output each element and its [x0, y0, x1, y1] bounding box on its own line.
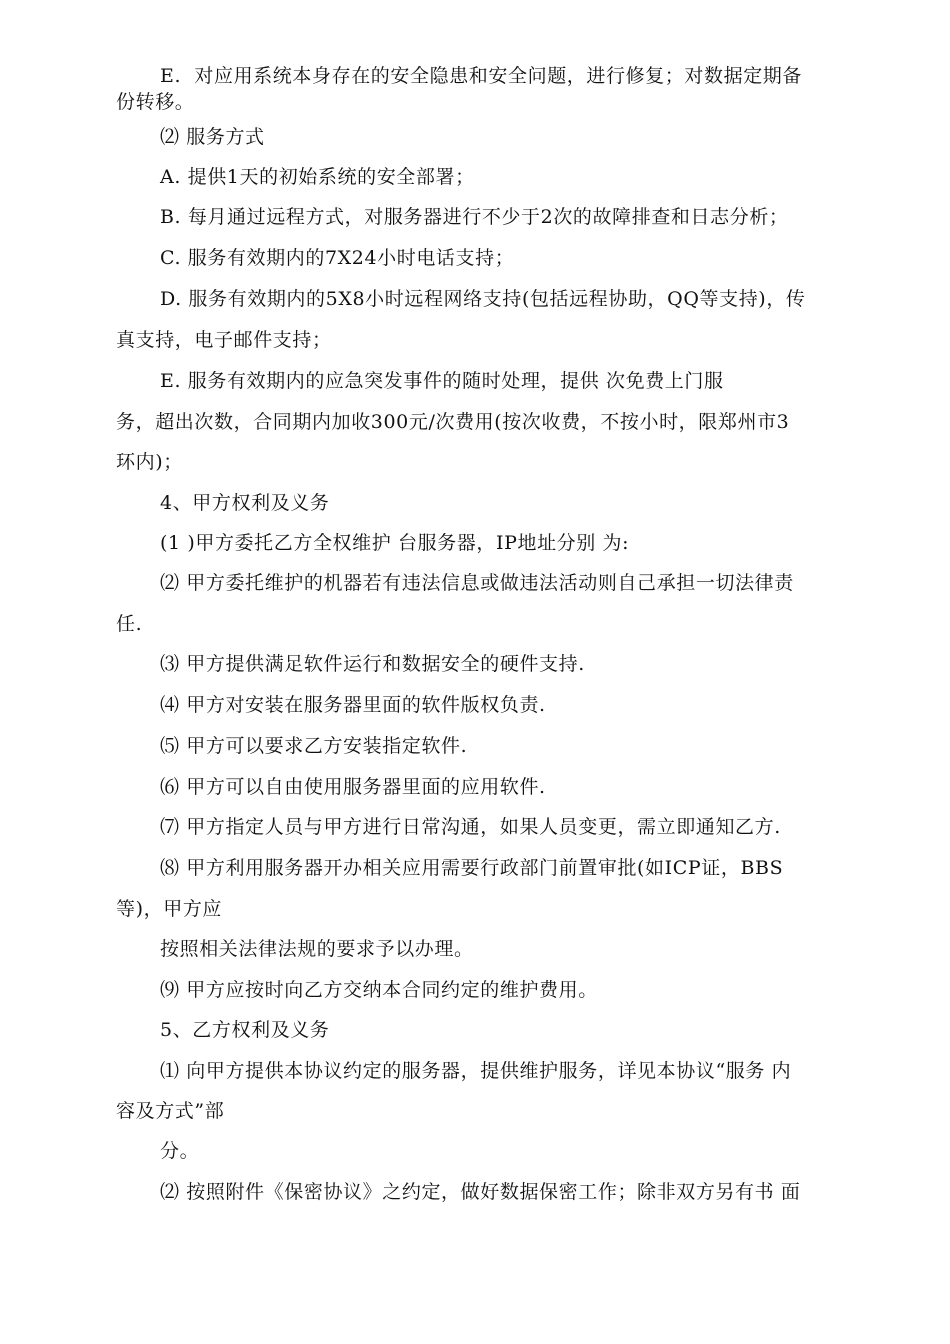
text-line: 等)，甲方应: [116, 898, 223, 920]
text-line: (1 )甲方委托乙方全权维护 台服务器，IP地址分别 为:: [160, 532, 630, 554]
text-line: ⑺ 甲方指定人员与甲方进行日常沟通，如果人员变更，需立即通知乙方.: [160, 816, 781, 838]
text-line: 容及方式”部: [116, 1100, 225, 1122]
text-line: 务，超出次数，合同期内加收300元/次费用(按次收费，不按小时，限郑州市3: [116, 411, 790, 433]
text-line: ⑼ 甲方应按时向乙方交纳本合同约定的维护费用。: [160, 979, 598, 1001]
text-line: C. 服务有效期内的7X24小时电话支持；: [160, 247, 515, 269]
text-line: 按照相关法律法规的要求予以办理。: [160, 938, 474, 960]
text-line: B. 每月通过远程方式，对服务器进行不少于2次的故障排查和日志分析；: [160, 206, 789, 228]
text-line: ⑸ 甲方可以要求乙方安装指定软件.: [160, 735, 468, 757]
text-line: ⑹ 甲方可以自由使用服务器里面的应用软件.: [160, 776, 546, 798]
text-line: D. 服务有效期内的5X8小时远程网络支持(包括远程协助，QQ等支持)，传: [160, 288, 806, 310]
text-line: ⑴ 向甲方提供本协议约定的服务器，提供维护服务，详见本协议“服务 内: [160, 1060, 792, 1082]
text-line: ⑵ 服务方式: [160, 126, 265, 148]
text-line: 分。: [160, 1140, 200, 1162]
text-line: ⑵ 甲方委托维护的机器若有违法信息或做违法活动则自己承担一切法律责: [160, 572, 794, 594]
text-line: 5、乙方权利及义务: [160, 1019, 330, 1041]
text-line: A. 提供1天的初始系统的安全部署；: [160, 166, 475, 188]
text-line: 真支持，电子邮件支持；: [116, 329, 332, 351]
text-line: E. 对应用系统本身存在的安全隐患和安全问题，进行修复；对数据定期备: [160, 65, 802, 87]
text-line: ⑶ 甲方提供满足软件运行和数据安全的硬件支持.: [160, 653, 585, 675]
text-line: ⑷ 甲方对安装在服务器里面的软件版权负责.: [160, 694, 546, 716]
text-line: 份转移。: [116, 91, 195, 113]
text-line: ⑵ 按照附件《保密协议》之约定，做好数据保密工作；除非双方另有书 面: [160, 1181, 801, 1203]
text-line: ⑻ 甲方利用服务器开办相关应用需要行政部门前置审批(如ICP证，BBS: [160, 857, 784, 879]
text-line: 4、甲方权利及义务: [160, 492, 330, 514]
text-line: 环内)；: [116, 451, 183, 473]
text-line: 任.: [116, 613, 143, 635]
text-line: E. 服务有效期内的应急突发事件的随时处理，提供 次免费上门服: [160, 370, 724, 392]
